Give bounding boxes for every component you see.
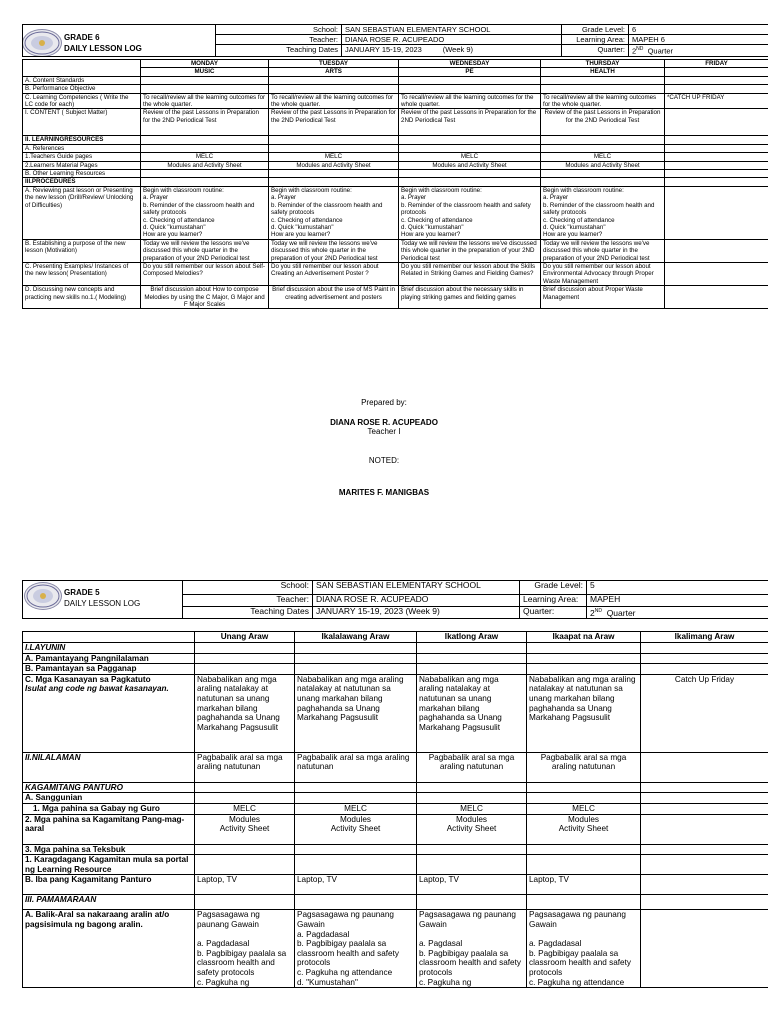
gawain-2: Pagsasagawa ng paunang Gawain a. Pagdadasal b. Pagbibigay paalala sa classroom health and safety protocols c. Pagkuha ng attendance d. "Kumustahan" (295, 910, 417, 988)
day-5: Ikalimang Araw (641, 632, 768, 643)
row-lm-pages: 2.Learners Material Pages (23, 161, 141, 169)
teaching-dates: JANUARY 15-19, 2023 (Week 9) (342, 45, 562, 57)
melc-mon: MELC (141, 153, 269, 161)
row-kagamitan: KAGAMITANG PANTURO (23, 782, 195, 793)
gawain-1: Pagsasagawa ng paunang Gawain a. Pagdadasal b. Pagbibigay paalala sa classroom health and safety protocols c. Pagkuha ng (195, 910, 295, 988)
laptop-3: Laptop, TV (417, 875, 527, 895)
row-resources: II. LEARNINGRESOURCES (23, 136, 141, 144)
day-2: Ikalalawang Araw (295, 632, 417, 643)
day-tuesday: TUESDAY (269, 60, 399, 68)
lesson-table-2 (22, 631, 768, 988)
row-procedures: III.PROCEDURES (23, 178, 141, 186)
competency-mon: To recall/review all the learning outcomes for the whole quarter. (141, 93, 269, 109)
row-gabay: 1. Mga pahina sa Gabay ng Guro (23, 803, 195, 814)
day-1: Unang Araw (195, 632, 295, 643)
learning-area-2: MAPEH (587, 595, 768, 607)
present-thu: Do you still remember our lesson about Environmental Advocacy through Proper Waste Management (541, 262, 665, 285)
modules-3: Modules Activity Sheet (417, 814, 527, 844)
purpose-wed: Today we will review the lessons we've discussed this whole quarter in the preparation of your 2ND Periodical test (399, 239, 541, 262)
disc-thu: Brief discussion about Proper Waste Management (541, 286, 665, 309)
melc-thu: MELC (541, 153, 665, 161)
row-teksbuk: 3. Mga pahina sa Teksbuk (23, 844, 195, 855)
kasanayan-2: Nababalikan ang mga araling natalakay at natutunan sa unang markahan bilang paghahanda sa Unang Markahang Pagsusulit (295, 674, 417, 752)
present-mon: Do you still remember our lesson about Self- Composed Melodies? (141, 262, 269, 285)
kasanayan-3: Nababalikan ang mga araling natalakay at natutunan sa unang markahan bilang paghahanda sa Unang Markahang Pagsusulit (417, 674, 527, 752)
modules-4: Modules Activity Sheet (527, 814, 641, 844)
melc-wed: MELC (399, 153, 541, 161)
purpose-mon: Today we will review the lessons we've discussed this whole quarter in the preparation of your 2ND Periodical test (141, 239, 269, 262)
lesson-table (22, 59, 768, 309)
row-competencies: C. Learning Competencies ( Write the LC code for each) (23, 93, 141, 109)
school-label: School: (216, 25, 342, 35)
melc-2: MELC (295, 803, 417, 814)
disc-tue: Brief discussion about the use of MS Paint in creating advertisement and posters (269, 286, 399, 309)
noter-name: MARITES F. MANIGBAS (338, 488, 430, 497)
nilalaman-3: Pagbabalik aral sa mga araling natutunan (417, 752, 527, 782)
day-3: Ikatlong Araw (417, 632, 527, 643)
row-nilalaman: II.NILALAMAN (23, 752, 195, 782)
content-mon: Review of the past Lessons in Preparation for the 2ND Periodical Test (141, 109, 269, 136)
row-other-resources: B. Other Learning Resources (23, 170, 141, 178)
gawain-4: Pagsasagawa ng paunang Gawain a. Pagdadasal b. Pagbibigay paalala sa classroom health and safety protocols c. Pagkuha ng attendance (527, 910, 641, 988)
content-wed: Review of the past Lessons in Preparation for the 2ND Periodical Test (399, 109, 541, 136)
row-tg-pages: 1.Teachers Guide pages (23, 153, 141, 161)
routine-wed: Begin with classroom routine: a. Prayer b. Reminder of the classroom health and safety protocols c. Checking of attendance d. Quick "kumustahan" How are you learner? (399, 186, 541, 239)
header-table (22, 24, 768, 57)
row-references: A. References (23, 144, 141, 152)
dates-label: Teaching Dates (216, 45, 342, 57)
quarter-label: Quarter: (562, 45, 629, 57)
school-label-2: School: (183, 581, 313, 595)
present-tue: Do you still remember our lesson about Creating an Advertisement Poster ? (269, 262, 399, 285)
row-pamamaraan: III. PAMAMARAAN (23, 895, 195, 910)
row-balik-aral: A. Balik-Aral sa nakaraang aralin at/o pagsisimula ng bagong aralin. (23, 910, 195, 988)
row-performance-objective: B. Performance Objective (23, 85, 141, 93)
modules-tue: Modules and Activity Sheet (269, 161, 399, 169)
learning-area-label-2: Learning Area: (520, 595, 587, 607)
row-sanggunian: A. Sanggunian (23, 793, 195, 804)
quarter-2: 2ND Quarter (587, 607, 768, 619)
routine-thu: Begin with classroom routine: a. Prayer b. Reminder of the classroom health and safety protocols c. Checking of attendance d. Quick "kumustahan" How are you learner? (541, 186, 665, 239)
day-friday: FRIDAY (665, 60, 768, 68)
content-tue: Review of the past Lessons in Preparation for the 2ND Periodical Test (269, 109, 399, 136)
competency-wed: To recall/review all the learning outcomes for the whole quarter. (399, 93, 541, 109)
nilalaman-1: Pagbabalik aral sa mga araling natutunan (195, 752, 295, 782)
nilalaman-2: Pagbabalik aral sa mga araling natutunan (295, 752, 417, 782)
gawain-3: Pagsasagawa ng paunang Gawain a. Pagdasal b. Pagbibigay paalala sa classroom health and safety protocols c. Pagkuha ng (417, 910, 527, 988)
row-pamantayang: A. Pamantayang Pangnilalaman (23, 653, 195, 664)
row-pagganap: B. Pamantayan sa Pagganap (23, 664, 195, 675)
row-discussing: D. Discussing new concepts and practicing new skills no.1.( Modeling) (23, 286, 141, 309)
dates-label-2: Teaching Dates (183, 607, 313, 619)
dll-label-2: DAILY LESSON LOG (64, 599, 141, 608)
row-layunin: I.LAYUNIN (23, 643, 195, 654)
nilalaman-4: Pagbabalik aral sa mga araling natutunan (527, 752, 641, 782)
routine-mon: Begin with classroom routine: a. Prayer b. Reminder of the classroom health and safety protocols c. Checking of attendance d. Quick "kumustahan" How are you learner? (141, 186, 269, 239)
melc-4: MELC (527, 803, 641, 814)
day-thursday: THURSDAY (541, 60, 665, 68)
disc-mon: Brief discussion about How to compose Melodies by using the C Major, G Major and F Major Scales (141, 286, 269, 309)
row-purpose: B. Establishing a purpose of the new lesson (Motivation) (23, 239, 141, 262)
purpose-thu: Today we will review the lessons we've discussed this whole quarter in the preparation of your 2ND Periodical test (541, 239, 665, 262)
melc-3: MELC (417, 803, 527, 814)
kasanayan-4: Nababalikan ang mga araling natalakay at natutunan sa unang markahan bilang paghahanda sa Unang Markahang Pagsusulit (527, 674, 641, 752)
quarter-label-2: Quarter: (520, 607, 587, 619)
row-karagdagang: 1. Karagdagang Kagamitan mula sa portal ng Learning Resource (23, 855, 195, 875)
grade-line-2: GRADE 5 (64, 588, 100, 597)
present-wed: Do you still remember our lesson about the Skills Related in Striking Games and Fielding Games? (399, 262, 541, 285)
modules-1: Modules Activity Sheet (195, 814, 295, 844)
row-content: I. CONTENT ( Subject Matter) (23, 109, 141, 136)
school-name-2: SAN SEBASTIAN ELEMENTARY SCHOOL (313, 581, 520, 595)
grade-level-2: 5 (587, 581, 768, 595)
row-kagamitang-pang: 2. Mga pahina sa Kagamitang Pang-mag-aaral (23, 814, 195, 844)
subject-music: MUSIC (141, 68, 269, 76)
teacher-name-2: DIANA ROSE R. ACUPEADO (313, 595, 520, 607)
dll-label: DAILY LESSON LOG (64, 44, 142, 53)
kasanayan-1: Nababalikan ang mga araling natalakay at natutunan sa unang markahan bilang paghahanda sa Unang Markahang Pagsusulit (195, 674, 295, 752)
purpose-tue: Today we will review the lessons we've discussed this whole quarter in the preparation of your 2ND Periodical test (269, 239, 399, 262)
row-reviewing: A. Reviewing past lesson or Presenting the new lesson (Drill/Review/ Unlocking of Difficulties) (23, 186, 141, 239)
learning-area-label: Learning Area: (562, 35, 629, 45)
teacher-label: Teacher: (216, 35, 342, 45)
row-iba-pang: B. Iba pang Kagamitang Panturo (23, 875, 195, 895)
competency-thu: To recall/review all the learning outcomes for the whole quarter. (541, 93, 665, 109)
preparer-title: Teacher I (367, 427, 401, 436)
laptop-2: Laptop, TV (295, 875, 417, 895)
laptop-4: Laptop, TV (527, 875, 641, 895)
day-monday: MONDAY (141, 60, 269, 68)
content-thu: Review of the past Lessons in Preparation for the 2ND Periodical Test (541, 109, 665, 136)
day-4: Ikaapat na Araw (527, 632, 641, 643)
grade-level: 6 (629, 25, 768, 35)
row-presenting: C. Presenting Examples/ Instances of the new lesson( Presentation) (23, 262, 141, 285)
laptop-1: Laptop, TV (195, 875, 295, 895)
competency-tue: To recall/review all the learning outcomes for the whole quarter. (269, 93, 399, 109)
teaching-dates-2: JANUARY 15-19, 2023 (Week 9) (313, 607, 520, 619)
catch-up-friday: *CATCH UP FRIDAY (665, 93, 768, 109)
day-wednesday: WEDNESDAY (399, 60, 541, 68)
grade-line: GRADE 6 (64, 33, 100, 42)
disc-wed: Brief discussion about the necessary skills in playing striking games and fielding games (399, 286, 541, 309)
row-content-standards: A. Content Standards (23, 76, 141, 84)
teacher-label-2: Teacher: (183, 595, 313, 607)
modules-wed: Modules and Activity Sheet (399, 161, 541, 169)
row-kasanayan: C. Mga Kasanayan sa Pagkatuto Isulat ang code ng bawat kasanayan. (23, 674, 195, 752)
subject-health: HEALTH (541, 68, 665, 76)
melc-tue: MELC (269, 153, 399, 161)
modules-2: Modules Activity Sheet (295, 814, 417, 844)
modules-thu: Modules and Activity Sheet (541, 161, 665, 169)
quarter: 2ND Quarter (629, 45, 768, 57)
routine-tue: Begin with classroom routine: a. Prayer b. Reminder of the classroom health and safety protocols c. Checking of attendance d. Quick "kumustahan" How are you learner? (269, 186, 399, 239)
melc-1: MELC (195, 803, 295, 814)
catch-up-friday-2: Catch Up Friday (641, 674, 768, 752)
teacher-name: DIANA ROSE R. ACUPEADO (342, 35, 562, 45)
grade-level-label: Grade Level: (562, 25, 629, 35)
grade-level-label-2: Grade Level: (520, 581, 587, 595)
subject-arts: ARTS (269, 68, 399, 76)
subject-pe: PE (399, 68, 541, 76)
learning-area: MAPEH 6 (629, 35, 768, 45)
school-name: SAN SEBASTIAN ELEMENTARY SCHOOL (342, 25, 562, 35)
preparer-name: DIANA ROSE R. ACUPEADO (330, 418, 438, 427)
header-table-2 (22, 580, 768, 619)
noted-label: NOTED: (368, 456, 400, 465)
modules-mon: Modules and Activity Sheet (141, 161, 269, 169)
prepared-by-label: Prepared by: (361, 398, 407, 407)
